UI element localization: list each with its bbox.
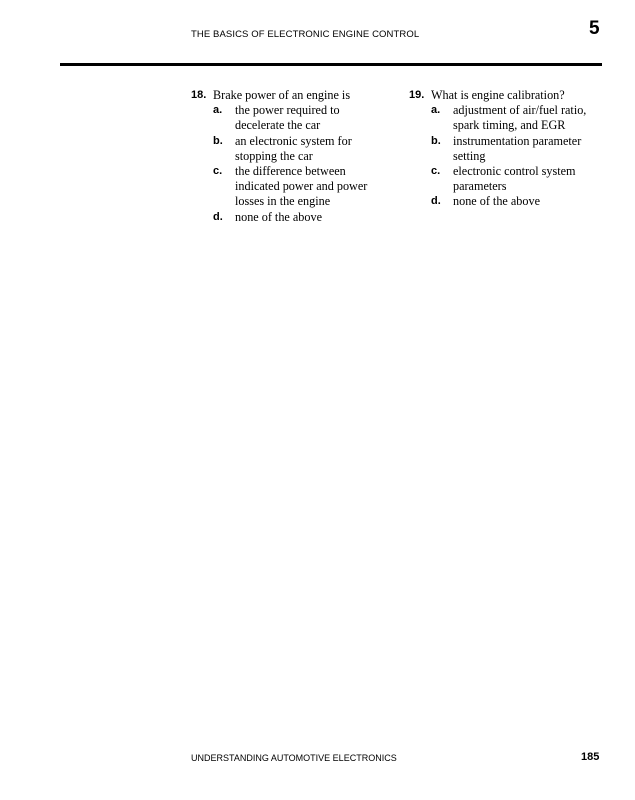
- option-text: none of the above: [453, 194, 540, 209]
- option-text: adjustment of air/fuel ratio, spark timing, and EGR: [453, 103, 587, 133]
- option-letter: a.: [213, 104, 223, 117]
- question-number: 18.: [191, 89, 207, 101]
- option-text: instrumentation parameter setting: [453, 133, 582, 163]
- option-text: the power required to decelerate the car: [235, 103, 340, 133]
- option-b: [409, 134, 609, 164]
- question-number: 19.: [409, 89, 425, 101]
- option-letter: a.: [431, 104, 441, 117]
- option-text: an electronic system for stopping the car: [235, 133, 352, 163]
- option-letter: d.: [431, 195, 441, 208]
- question-19: [409, 88, 609, 210]
- option-c: [409, 164, 609, 194]
- running-footer-title: UNDERSTANDING AUTOMOTIVE ELECTRONICS: [191, 753, 397, 763]
- question-18: [191, 88, 391, 225]
- option-a: [409, 103, 609, 133]
- header-rule: [60, 63, 602, 66]
- question-text: What is engine calibration?: [431, 88, 565, 102]
- option-text: the difference between indicated power and power losses in the engine: [235, 164, 368, 209]
- option-d: [191, 210, 391, 225]
- option-a: [191, 103, 391, 133]
- option-letter: c.: [213, 165, 223, 178]
- page-number: 185: [581, 751, 600, 763]
- option-b: [191, 134, 391, 164]
- question-text: Brake power of an engine is: [213, 88, 351, 102]
- question-stem: [191, 88, 391, 103]
- chapter-number: 5: [589, 18, 600, 39]
- question-stem: [409, 88, 609, 103]
- option-letter: b.: [431, 134, 441, 147]
- option-letter: c.: [431, 165, 441, 178]
- option-c: [191, 164, 391, 210]
- option-text: none of the above: [235, 209, 322, 224]
- option-text: electronic control system parameters: [453, 164, 576, 194]
- running-header-title: THE BASICS OF ELECTRONIC ENGINE CONTROL: [191, 29, 420, 40]
- option-letter: b.: [213, 134, 223, 147]
- option-letter: d.: [213, 210, 223, 223]
- option-d: [409, 194, 609, 209]
